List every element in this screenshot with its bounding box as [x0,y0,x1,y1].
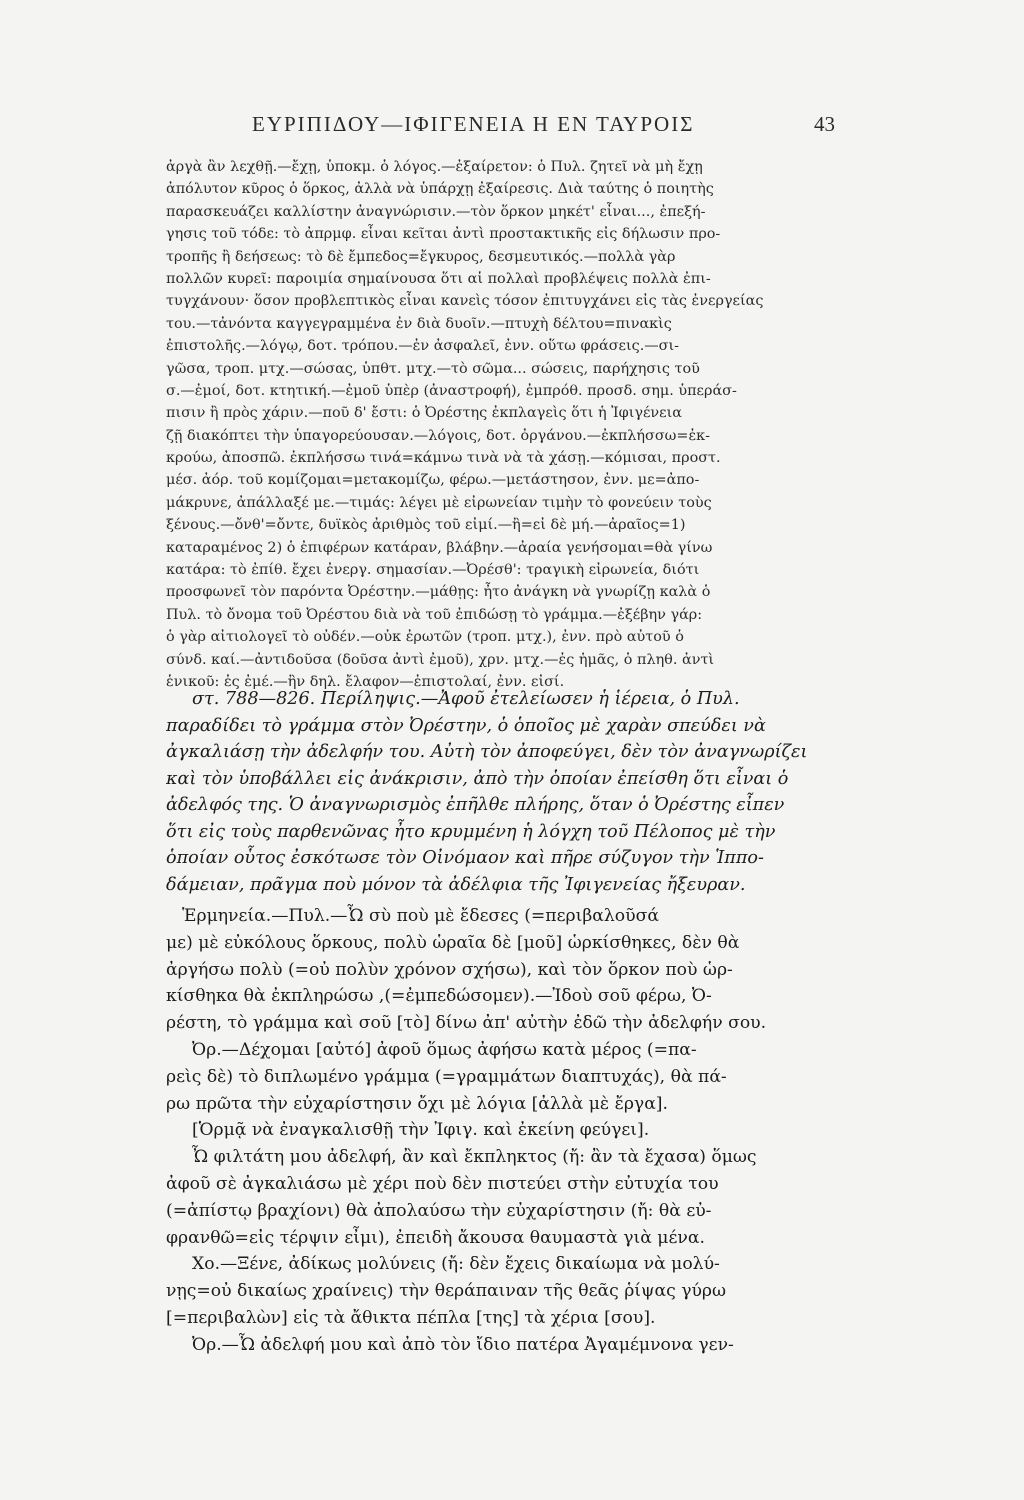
running-head [0,112,1024,152]
summary-line: δάμειαν, πρᾶγμα ποὺ μόνον τὰ ἀδέλφια τῆς Ἰφιγενείας ἤξευραν. [166,874,746,895]
note-line: κατάρα: τὸ ἐπίθ. ἔχει ἐνεργ. σημασίαν.—Ὀρέσθ': τραγικὴ εἰρωνεία, διότι [166,562,700,579]
section-summary [166,686,880,898]
translation-text [166,903,880,1359]
translation-line: ρω πρῶτα τὴν εὐχαρίστησιν ὄχι μὲ λόγια [ἀλλὰ μὲ ἔργα]. [166,1093,668,1114]
summary-line: ἀγκαλιάσῃ τὴν ἀδελφήν του. Αὐτὴ τὸν ἀποφεύγει, δὲν τὸν ἀναγνωρίζει [166,742,808,762]
translation-line: με) μὲ εὐκόλους ὅρκους, πολὺ ὡραῖα δὲ [μοῦ] ὡρκίσθηκες, δὲν θὰ [166,932,740,953]
note-line: κρούω, ἀποσπῶ. ἐκπλήσσω τινά=κάμνω τινὰ νὰ τὰ χάσῃ.—κόμισαι, προστ. [166,450,721,467]
note-line: του.—τἀνόντα καγγεγραμμένα ἐν διὰ δυοῖν.—πτυχὴ δέλτου=πινακὶς [166,315,672,332]
page-number: 43 [814,112,835,136]
translation-line: Ὀρ.—Ὦ ἀδελφή μου καὶ ἀπὸ τὸν ἴδιο πατέρα Ἀγαμέμνονα γεν- [192,1334,734,1355]
note-line: τυγχάνουν· ὅσον προβλεπτικὸς εἶναι κανεὶς τόσον ἐπιτυγχάνει εἰς τὰς ἐνεργείας [166,293,764,310]
translation-line: Ὀρ.—Δέχομαι [αὐτό] ἀφοῦ ὅμως ἀφήσω κατὰ μέρος (=πα- [192,1039,697,1060]
note-line: ἀπόλυτον κῦρος ὁ ὅρκος, ἀλλὰ νὰ ὑπάρχῃ ἐξαίρεσις. Διὰ ταύτης ὁ ποιητὴς [166,181,714,198]
note-line: παρασκευάζει καλλίστην ἀναγνώρισιν.—τὸν ὅρκον μηκέτ' εἶναι..., ἐπεξή- [166,203,706,220]
note-line: σύνδ. καί.—ἀντιδοῦσα (δοῦσα ἀντὶ ἐμοῦ), χρν. μτχ.—ἐς ἡμᾶς, ὁ πληθ. ἀντὶ [166,651,715,668]
note-line: μάκρυνε, ἀπάλλαξέ με.—τιμάς: λέγει μὲ εἰρωνείαν τιμὴν τὸ φονεύειν τοὺς [166,494,712,511]
translation-line: ρέστη, τὸ γράμμα καὶ σοῦ [τὸ] δίνω ἀπ' αὐτὴν ἐδῶ τὴν ἀδελφήν σου. [166,1013,767,1034]
note-line: προσφωνεῖ τὸν παρόντα Ὀρέστην.—μάθῃς: ἦτο ἀνάγκη νὰ γνωρίζῃ καλὰ ὁ [166,584,711,601]
translation-line: ἀφοῦ σὲ ἀγκαλιάσω μὲ χέρι ποὺ δὲν πιστεύει στὴν εὐτυχία του [166,1173,719,1194]
note-line: πολλῶν κυρεῖ: παροιμία σημαίνουσα ὅτι αἱ πολλαὶ προβλέψεις πολλὰ ἐπι- [166,270,711,287]
note-line: Πυλ. τὸ ὄνομα τοῦ Ὀρέστου διὰ νὰ τοῦ ἐπιδώσῃ τὸ γράμμα.—ἐξέβην γάρ: [166,606,703,623]
note-line: καταραμένος 2) ὁ ἐπιφέρων κατάραν, βλάβην.—ἀραία γενήσομαι=θὰ γίνω [166,539,713,556]
summary-line: παραδίδει τὸ γράμμα στὸν Ὀρέστην, ὁ ὁποῖος μὲ χαρὰν σπεύδει νὰ [166,715,766,736]
summary-line: ὁποίαν οὗτος ἐσκότωσε τὸν Οἰνόμαον καὶ πῆρε σύζυγον τὴν Ἱππο- [166,848,764,868]
running-title: ΕΥΡΙΠΙΔΟΥ—ΙΦΙΓΕΝΕΙΑ Η ΕΝ ΤΑΥΡΟΙΣ [252,112,695,136]
summary-line: στ. 788—826. Περίληψις.—Ἀφοῦ ἐτελείωσεν ἡ ἱέρεια, ὁ Πυλ. [192,689,740,709]
translation-line: (=ἀπίστῳ βραχίονι) θὰ ἀπολαύσω τὴν εὐχαρίστησιν (ἤ: θὰ εὐ- [166,1200,712,1221]
note-line: ἑνικοῦ: ἐς ἐμέ.—ἣν δηλ. ἔλαφον—ἐπιστολαί, ἐνν. εἰσί. [166,673,565,690]
translation-line: κίσθηκα θὰ ἐκπληρώσω ,(=ἐμπεδώσομεν).—Ἰδοὺ σοῦ φέρω, Ὀ- [166,986,712,1007]
note-line: ζῇ διακόπτει τὴν ὑπαγορεύουσαν.—λόγοις, δοτ. ὀργάνου.—ἐκπλήσσω=ἐκ- [166,427,711,444]
note-line: πισιν ἢ πρὸς χάριν.—ποῦ δ' ἔστι: ὁ Ὀρέστης ἐκπλαγεὶς ὅτι ἡ Ἰφιγένεια [166,405,682,422]
translation-line: [=περιβαλὼν] εἰς τὰ ἄθικτα πέπλα [της] τὰ χέρια [σου]. [166,1307,656,1328]
note-line: ἀργὰ ἂν λεχθῇ.—ἔχῃ, ὑποκμ. ὁ λόγος.—ἐξαίρετον: ὁ Πυλ. ζητεῖ νὰ μὴ ἔχῃ [166,159,703,175]
commentary-notes [166,156,880,693]
note-line: γησις τοῦ τόδε: τὸ ἀπρμφ. εἶναι κεῖται ἀντὶ προστακτικῆς εἰς δήλωσιν προ- [166,226,721,243]
summary-line: καὶ τὸν ὑποβάλλει εἰς ἀνάκρισιν, ἀπὸ τὴν ὁποίαν ἐπείσθη ὅτι εἶναι ὁ [166,768,789,789]
note-line: ξένους.—ὄνθ'=ὄντε, δυϊκὸς ἀριθμὸς τοῦ εἰμί.—ἢ=εἰ δὲ μή.—ἀραῖος=1) [166,517,686,534]
translation-line: ρεὶς δὲ) τὸ διπλωμένο γράμμα (=γραμμάτων διαπτυχάς), θὰ πά- [166,1066,727,1087]
summary-line: ἀδελφός της. Ὁ ἀναγνωρισμὸς ἐπῆλθε πλήρης, ὅταν ὁ Ὀρέστης εἶπεν [166,795,785,815]
translation-line: ἀργήσω πολὺ (=οὐ πολὺν χρόνον σχήσω), καὶ τὸν ὅρκον ποὺ ὡρ- [166,959,733,980]
summary-line: ὅτι εἰς τοὺς παρθενῶνας ἦτο κρυμμένη ἡ λόγχη τοῦ Πέλοπος μὲ τὴν [166,821,776,842]
note-line: τροπῆς ἢ δεήσεως: τὸ δὲ ἔμπεδος=ἔγκυρος, δεσμευτικός.—πολλὰ γὰρ [166,248,676,265]
note-line: ὁ γὰρ αἰτιολογεῖ τὸ οὐδέν.—οὐκ ἐρωτῶν (τροπ. μτχ.), ἐνν. πρὸ αὐτοῦ ὁ [166,629,684,646]
translation-line: νῃς=οὐ δικαίως χραίνεις) τὴν θεράπαιναν τῆς θεᾶς ῥίψας γύρω [166,1281,727,1302]
translation-line: Χο.—Ξένε, ἀδίκως μολύνεις (ἤ: δὲν ἔχεις δικαίωμα νὰ μολύ- [192,1254,720,1275]
note-line: ἐπιστολῆς.—λόγῳ, δοτ. τρόπου.—ἐν ἀσφαλεῖ, ἐνν. οὕτω φράσεις.—σι- [166,338,679,355]
translation-line: [Ὁρμᾷ νὰ ἐναγκαλισθῇ τὴν Ἰφιγ. καὶ ἐκείνη φεύγει]. [192,1120,650,1141]
note-line: γῶσα, τροπ. μτχ.—σώσας, ὑπθτ. μτχ.—τὸ σῶμα... σώσεις, παρήχησις τοῦ [166,360,700,377]
translation-line: Ὦ φιλτάτη μου ἀδελφή, ἂν καὶ ἔκπληκτος (ἤ: ἂν τὰ ἔχασα) ὅμως [192,1147,757,1168]
note-line: μέσ. ἀόρ. τοῦ κομίζομαι=μετακομίζω, φέρω.—μετάστησον, ἐνν. με=ἀπο- [166,472,700,489]
note-line: σ.—ἐμοί, δοτ. κτητική.—ἐμοῦ ὑπὲρ (ἀναστροφή), ἐμπρόθ. προσδ. σημ. ὑπεράσ- [166,382,737,399]
translation-line: φρανθῶ=εἰς τέρψιν εἶμι), ἐπειδὴ ἄκουσα θαυμαστὰ γιὰ μένα. [166,1227,705,1248]
translation-line: Ἑρμηνεία.—Πυλ.—Ὦ σὺ ποὺ μὲ ἔδεσες (=περιβαλοῦσά [182,906,659,926]
